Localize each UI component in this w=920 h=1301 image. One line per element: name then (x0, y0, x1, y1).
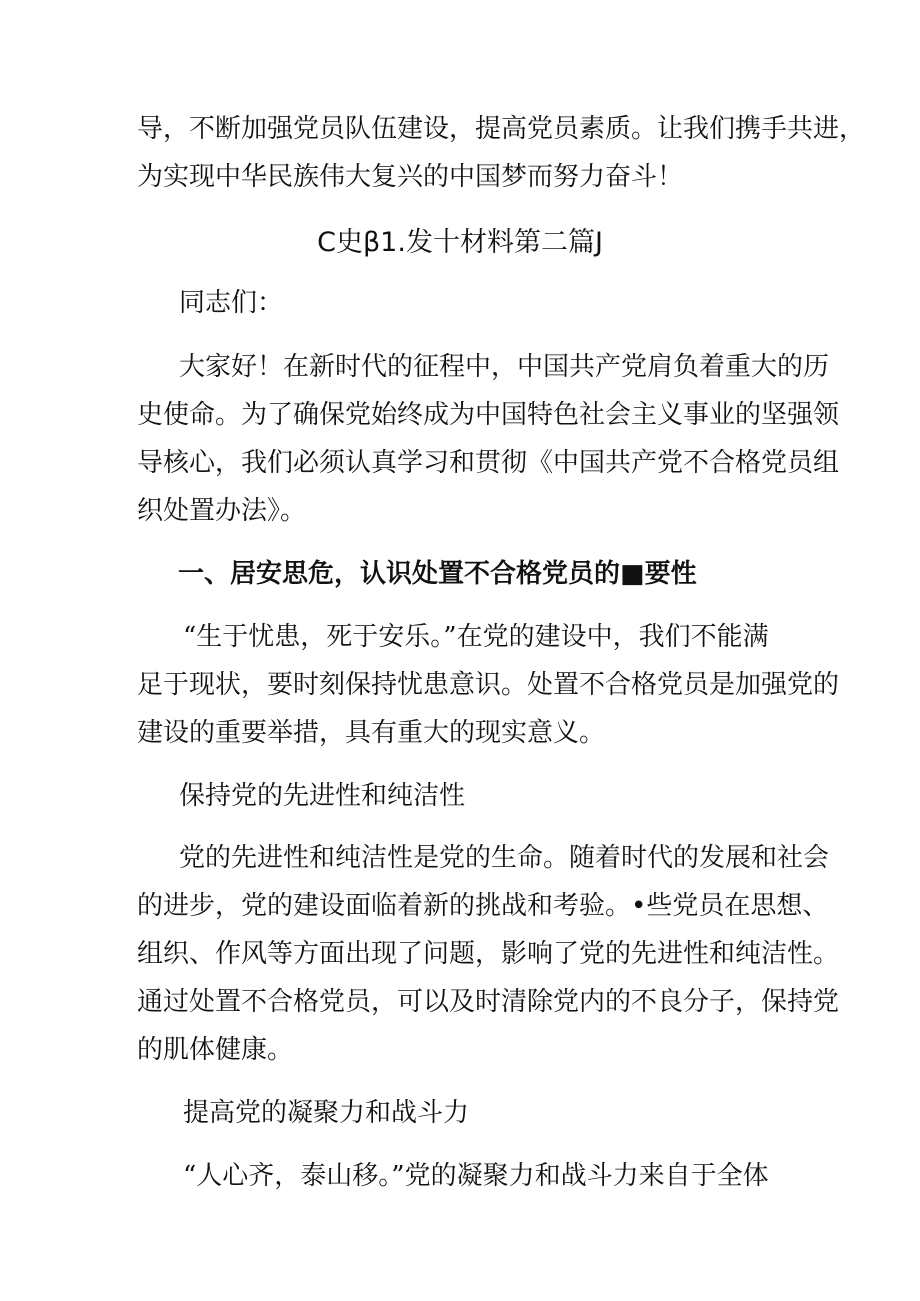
intro-line-1: 导，不断加强党员队伍建设，提高党员素质。让我们携手共进， (137, 114, 866, 144)
salutation: 同志们： (179, 288, 284, 318)
heading-1: 一、居安思危，认识处置不合格党员的■要性 (178, 559, 697, 589)
intro-line-2: 为实现中华民族伟大复兴的中国梦而努力奋斗！ (137, 162, 684, 192)
subheading-1: 保持党的先进性和纯洁性 (179, 781, 466, 811)
para-1-line-2: 足于现状，要时刻保持忧患意识。处置不合格党员是加强党的 (137, 670, 840, 700)
greeting-line-1: 大家好！在新时代的征程中，中国共产党肩负着重大的历 (179, 352, 830, 382)
para-2-line-4: 通过处置不合格党员，可以及时清除党内的不良分子，保持党 (137, 987, 840, 1017)
para-3-line-1: “人心齐，泰山移。”党的凝聚力和战斗力来自于全体 (183, 1161, 769, 1191)
para-2-line-2: 的进步，党的建设面临着新的挑战和考验。•些党员在思想、 (137, 891, 829, 921)
para-2-line-5: 的肌体健康。 (137, 1035, 294, 1065)
para-1-line-3: 建设的重要举措，具有重大的现实意义。 (137, 718, 606, 748)
para-1-line-1: “生于忧患，死于安乐。”在党的建设中，我们不能满 (183, 622, 769, 652)
greeting-line-3: 导核心，我们必须认真学习和贯彻《中国共产党不合格党员组 (137, 448, 840, 478)
section-title: C史β1.发十材料第二篇J (317, 227, 603, 258)
para-2-line-1: 党的先进性和纯洁性是党的生命。随着时代的发展和社会 (179, 843, 830, 873)
para-2-line-3: 组织、作风等方面出现了问题，影响了党的先进性和纯洁性。 (137, 939, 840, 969)
subheading-2: 提高党的凝聚力和战斗力 (183, 1098, 470, 1128)
greeting-line-4: 织处置办法》。 (137, 496, 307, 526)
greeting-line-2: 史使命。为了确保党始终成为中国特色社会主义事业的坚强领 (137, 400, 840, 430)
